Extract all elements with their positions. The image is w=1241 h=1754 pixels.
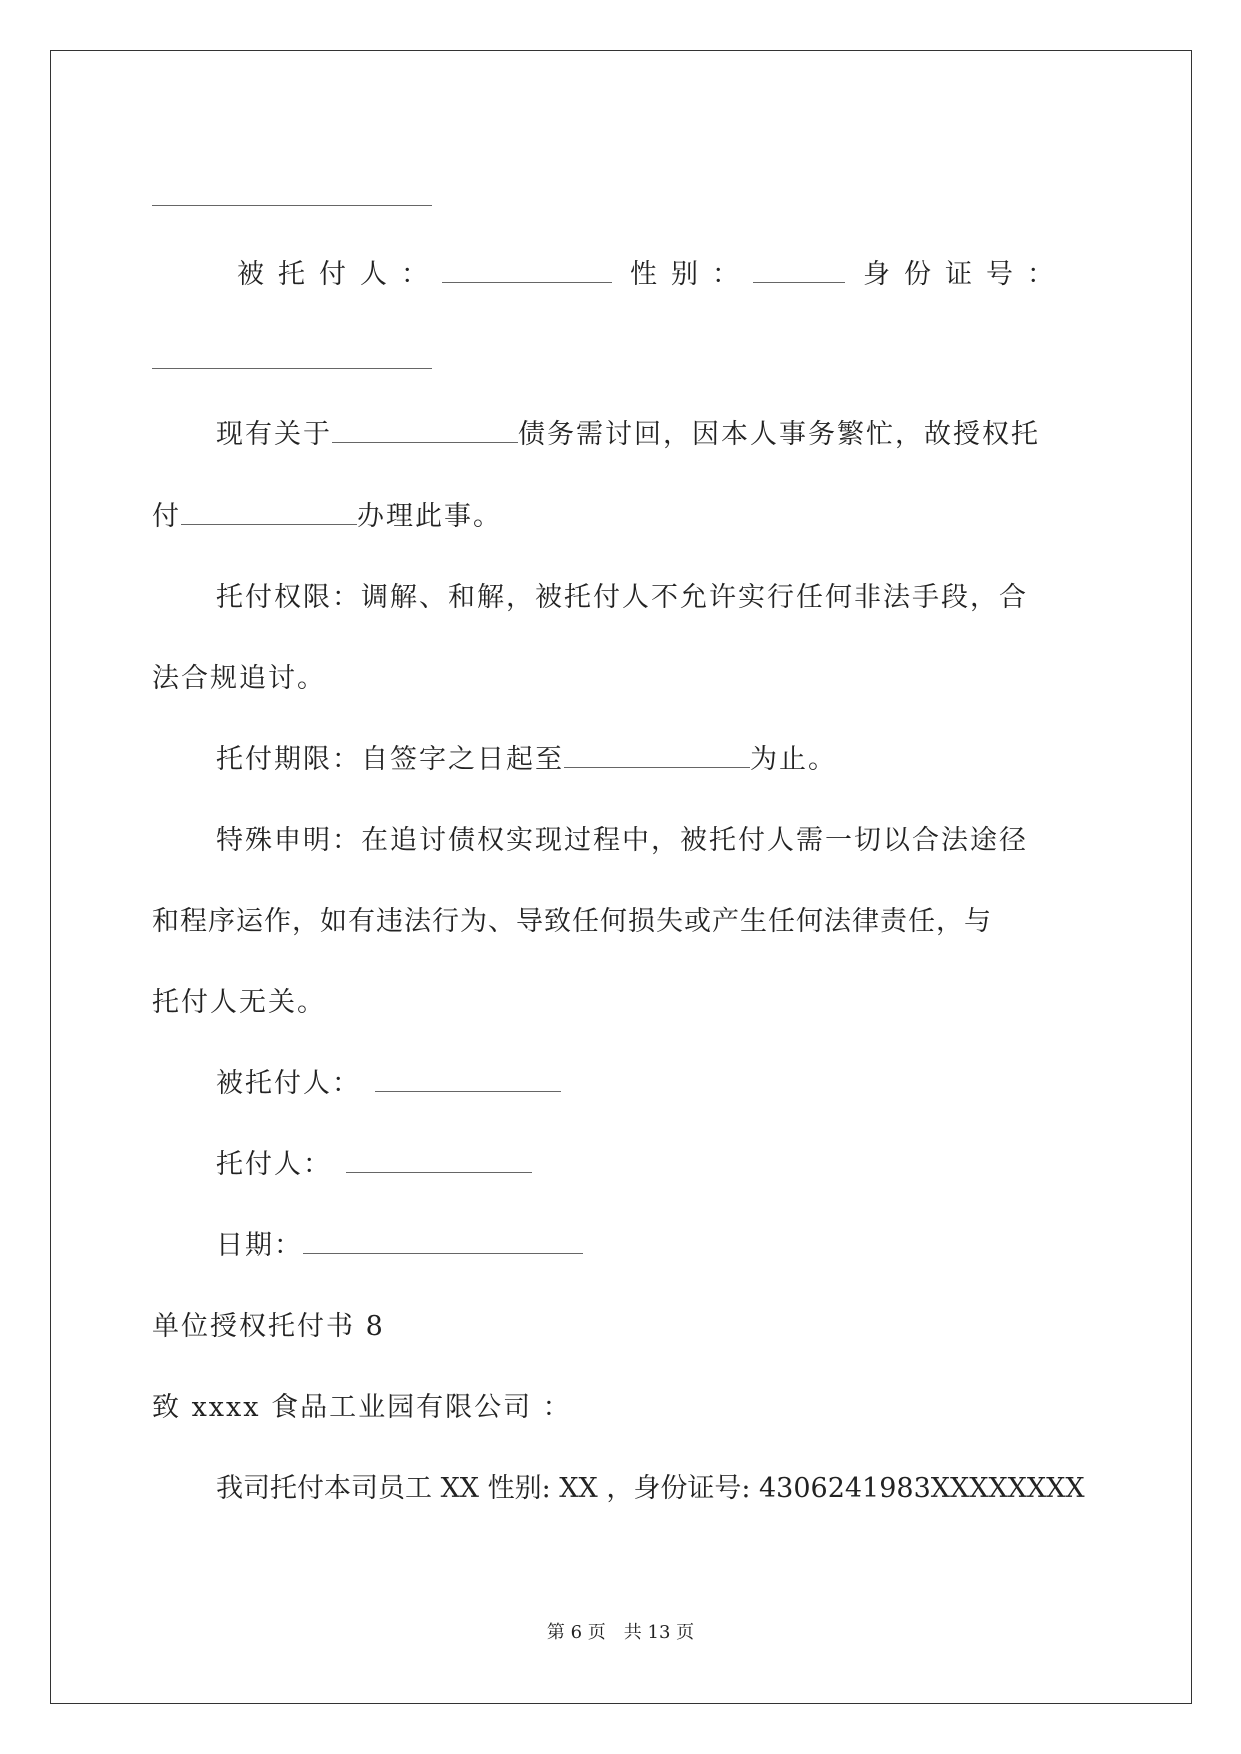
- section-title-text: 单位授权托付书 8: [152, 1311, 385, 1342]
- sign-truster-line: [216, 1148, 532, 1182]
- page-footer: [0, 1622, 1241, 1644]
- addressee-text: 致 xxxx 食品工业园有限公司 ：: [152, 1392, 572, 1423]
- blank-line-top: [152, 205, 432, 206]
- page-border: [50, 50, 1192, 1704]
- id-label: 身份证号：: [863, 259, 1068, 290]
- matter-line2-post: 办理此事。: [357, 501, 502, 532]
- sign-trustee-label: 被托付人：: [216, 1068, 361, 1099]
- period-blank: [564, 745, 750, 768]
- authority-line-1: [216, 581, 1028, 615]
- statement-text-2: 和程序运作，如有违法行为、导致任何损失或产生任何法律责任，与: [152, 906, 992, 937]
- employee-text: 我司托付本司员工 XX 性别: XX ，身份证号: 4306241983XXXXXXXX: [216, 1473, 1085, 1504]
- agent-blank: [181, 502, 357, 525]
- section-title: [152, 1310, 385, 1344]
- sign-date-label: 日期：: [216, 1230, 303, 1261]
- matter-pre: 现有关于: [216, 419, 332, 450]
- addressee-line: [152, 1391, 572, 1425]
- gender-blank: [753, 260, 845, 283]
- matter-line-1: [216, 418, 1040, 452]
- sign-date-blank: [303, 1231, 583, 1254]
- sign-truster-blank: [346, 1150, 532, 1173]
- matter-line-2: [152, 500, 502, 534]
- statement-line-1: [216, 824, 1028, 858]
- authority-line-2: [152, 662, 326, 696]
- sign-date-line: [216, 1229, 583, 1263]
- matter-post: 债务需讨回，因本人事务繁忙，故授权托: [518, 419, 1040, 450]
- period-line: [216, 743, 837, 777]
- trustee-name-blank: [442, 260, 612, 283]
- blank-line-id: [152, 368, 432, 369]
- trustee-label: 被托付人：: [237, 259, 442, 290]
- matter-blank: [332, 420, 518, 443]
- trustee-info-line: [237, 258, 1068, 292]
- sign-trustee-line: [216, 1067, 561, 1101]
- employee-line: [216, 1472, 1085, 1506]
- page-number: 第 6 页 共 13 页: [546, 1622, 695, 1643]
- statement-line-3: [152, 986, 326, 1020]
- period-pre: 托付期限：自签字之日起至: [216, 744, 564, 775]
- gender-label: 性别：: [630, 259, 753, 290]
- matter-line2-pre: 付: [152, 501, 181, 532]
- statement-text-1: 特殊申明：在追讨债权实现过程中，被托付人需一切以合法途径: [216, 825, 1028, 856]
- statement-line-2: [152, 905, 992, 939]
- authority-text-2: 法合规追讨。: [152, 663, 326, 694]
- sign-trustee-blank: [375, 1069, 561, 1092]
- authority-text-1: 托付权限：调解、和解，被托付人不允许实行任何非法手段，合: [216, 582, 1028, 613]
- period-post: 为止。: [750, 744, 837, 775]
- statement-text-3: 托付人无关。: [152, 987, 326, 1018]
- sign-truster-label: 托付人：: [216, 1149, 332, 1180]
